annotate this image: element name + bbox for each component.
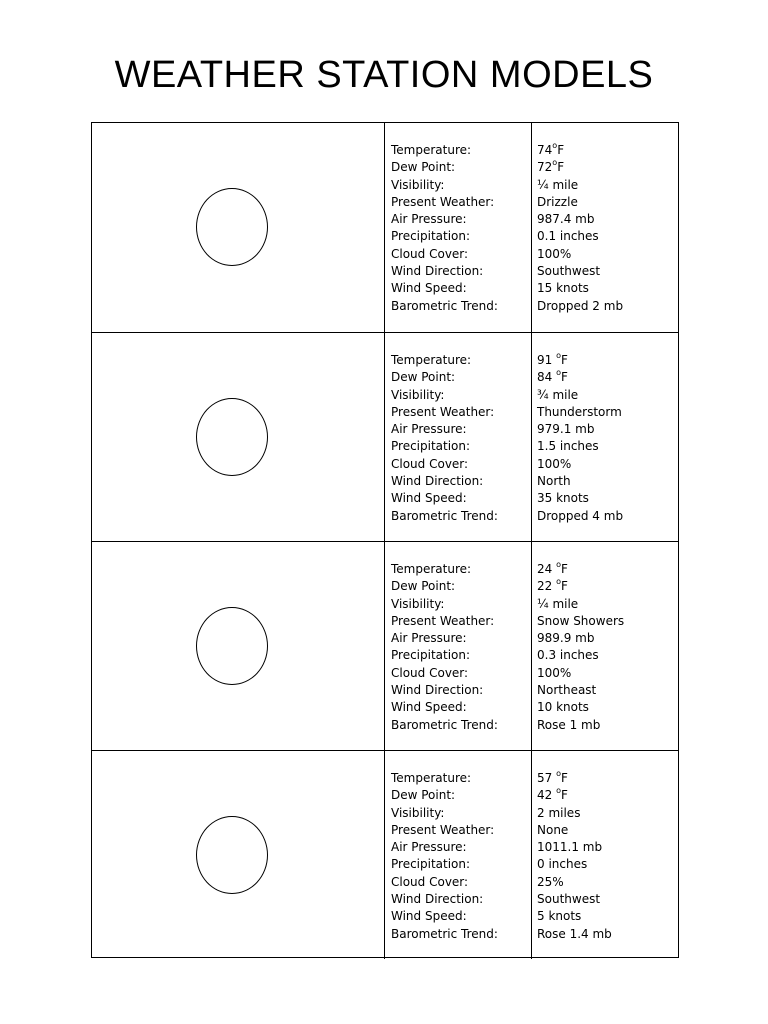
value-barometric-trend: Rose 1.4 mb	[537, 926, 612, 941]
value-wind-speed: 10 knots	[537, 700, 589, 715]
value-visibility: 2 miles	[537, 805, 581, 820]
label-barometric-trend: Barometric Trend:	[391, 717, 498, 732]
station-models-table	[91, 122, 679, 958]
value-present-weather: None	[537, 822, 569, 837]
label-column	[385, 751, 532, 959]
value-dew-point: 42 $^o$F	[537, 786, 568, 803]
value-wind-speed: 35 knots	[537, 491, 589, 506]
station-model-cell	[92, 333, 385, 541]
station-row-4	[92, 750, 678, 959]
value-precipitation: 0.1 inches	[537, 229, 599, 244]
value-visibility: ¼ mile	[537, 177, 579, 192]
label-air-pressure: Air Pressure:	[391, 631, 467, 646]
label-wind-direction: Wind Direction:	[391, 892, 484, 907]
label-cloud-cover: Cloud Cover:	[391, 246, 469, 261]
label-wind-speed: Wind Speed:	[391, 700, 467, 715]
value-precipitation: 0 inches	[537, 857, 588, 872]
label-barometric-trend: Barometric Trend:	[391, 926, 498, 941]
station-circle	[196, 816, 268, 894]
station-row-2	[92, 332, 678, 541]
value-wind-direction: Southwest	[537, 892, 601, 907]
label-temperature: Temperature:	[391, 143, 472, 157]
value-wind-direction: Northeast	[537, 683, 597, 698]
station-model-cell	[92, 751, 385, 959]
value-dew-point: 84 $^o$F	[537, 368, 568, 385]
label-dew-point: Dew Point:	[391, 160, 456, 175]
label-visibility: Visibility:	[391, 177, 445, 192]
page-title: WEATHER STATION MODELS	[114, 54, 654, 96]
value-barometric-trend: Rose 1 mb	[537, 717, 601, 732]
label-present-weather: Present Weather:	[391, 404, 495, 419]
value-column	[532, 542, 678, 750]
value-air-pressure: 1011.1 mb	[537, 840, 603, 855]
value-precipitation: 0.3 inches	[537, 648, 599, 663]
value-barometric-trend: Dropped 2 mb	[537, 298, 624, 313]
value-present-weather: Snow Showers	[537, 613, 625, 628]
label-air-pressure: Air Pressure:	[391, 840, 467, 855]
station-circle	[196, 607, 268, 685]
label-cloud-cover: Cloud Cover:	[391, 456, 469, 471]
label-wind-direction: Wind Direction:	[391, 683, 484, 698]
value-air-pressure: 979.1 mb	[537, 422, 595, 437]
label-wind-speed: Wind Speed:	[391, 909, 467, 924]
label-dew-point: Dew Point:	[391, 788, 456, 803]
value-visibility: ¾ mile	[537, 387, 579, 402]
label-dew-point: Dew Point:	[391, 579, 456, 594]
value-temperature: 24 $^o$F	[537, 560, 568, 576]
station-model-cell	[92, 123, 385, 332]
value-temperature: 91 $^o$F	[537, 351, 568, 367]
label-wind-speed: Wind Speed:	[391, 491, 467, 506]
label-precipitation: Precipitation:	[391, 229, 471, 244]
value-cloud-cover: 25%	[537, 874, 564, 889]
label-precipitation: Precipitation:	[391, 857, 471, 872]
value-air-pressure: 987.4 mb	[537, 212, 595, 227]
label-wind-speed: Wind Speed:	[391, 281, 467, 296]
label-air-pressure: Air Pressure:	[391, 422, 467, 437]
value-present-weather: Drizzle	[537, 194, 578, 209]
label-column	[385, 333, 532, 541]
value-air-pressure: 989.9 mb	[537, 631, 595, 646]
label-temperature: Temperature:	[391, 771, 472, 785]
value-cloud-cover: 100%	[537, 246, 572, 261]
value-cloud-cover: 100%	[537, 456, 572, 471]
value-column	[532, 751, 678, 959]
value-temperature: 57 $^o$F	[537, 769, 568, 785]
label-cloud-cover: Cloud Cover:	[391, 665, 469, 680]
label-temperature: Temperature:	[391, 353, 472, 367]
label-present-weather: Present Weather:	[391, 822, 495, 837]
value-present-weather: Thunderstorm	[537, 404, 622, 419]
value-wind-direction: Southwest	[537, 264, 601, 279]
station-row-1	[92, 123, 678, 332]
value-barometric-trend: Dropped 4 mb	[537, 508, 624, 523]
station-circle	[196, 398, 268, 476]
value-precipitation: 1.5 inches	[537, 439, 599, 454]
label-dew-point: Dew Point:	[391, 370, 456, 385]
label-column	[385, 123, 532, 332]
value-dew-point: 22 $^o$F	[537, 577, 568, 594]
label-cloud-cover: Cloud Cover:	[391, 874, 469, 889]
value-cloud-cover: 100%	[537, 665, 572, 680]
value-wind-speed: 5 knots	[537, 909, 582, 924]
label-temperature: Temperature:	[391, 562, 472, 576]
label-visibility: Visibility:	[391, 596, 445, 611]
label-barometric-trend: Barometric Trend:	[391, 508, 498, 523]
label-precipitation: Precipitation:	[391, 648, 471, 663]
value-wind-speed: 15 knots	[537, 281, 589, 296]
value-wind-direction: North	[537, 474, 571, 489]
value-dew-point: 72$^o$F	[537, 158, 565, 175]
value-column	[532, 333, 678, 541]
label-precipitation: Precipitation:	[391, 439, 471, 454]
label-column	[385, 542, 532, 750]
station-model-cell	[92, 542, 385, 750]
value-column	[532, 123, 678, 332]
label-wind-direction: Wind Direction:	[391, 474, 484, 489]
label-visibility: Visibility:	[391, 805, 445, 820]
station-row-3	[92, 541, 678, 750]
value-visibility: ¼ mile	[537, 596, 579, 611]
label-wind-direction: Wind Direction:	[391, 264, 484, 279]
label-barometric-trend: Barometric Trend:	[391, 298, 498, 313]
label-present-weather: Present Weather:	[391, 194, 495, 209]
station-circle	[196, 188, 268, 266]
label-visibility: Visibility:	[391, 387, 445, 402]
label-air-pressure: Air Pressure:	[391, 212, 467, 227]
value-temperature: 74$^o$F	[537, 141, 565, 157]
label-present-weather: Present Weather:	[391, 613, 495, 628]
